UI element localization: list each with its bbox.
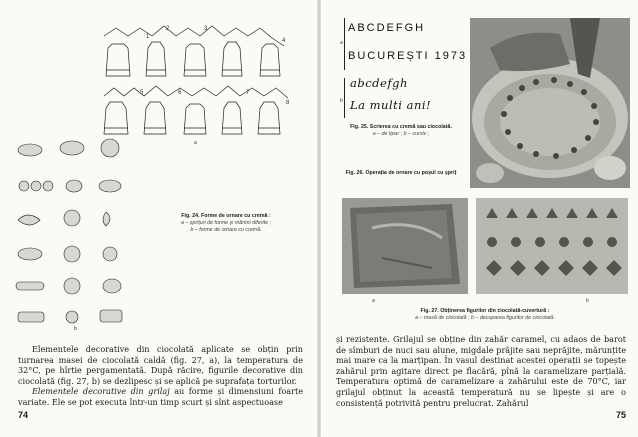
fig24a-nozzle-illustration — [96, 18, 296, 148]
fig24-caption-b: b – forme de ornare cu cremă. — [190, 227, 262, 233]
fig25-caption-sub: a – de tipar ; b – cursiv ; — [372, 131, 430, 137]
fig26-caption — [338, 170, 464, 177]
fig24-num-7: 7 — [246, 90, 250, 96]
fig24b-cream-forms-illustration — [14, 136, 134, 326]
fig26-caption-text: Fig. 26. Operația de ornare cu poșul cu șpriț — [345, 170, 457, 176]
fig27a-label: a — [372, 298, 375, 304]
fig24-num-5: 5 — [140, 90, 144, 96]
cursive-line-1: abcdefgh — [350, 76, 408, 90]
fig24-num-1: 1 — [146, 34, 150, 40]
fig24-caption-a: a – șprițuri de forme și mărimi diferite ; — [180, 220, 272, 226]
fig24b-label: b — [74, 326, 77, 332]
left-body-text — [18, 344, 303, 408]
fig24a-label: a — [194, 140, 197, 146]
bracket-a — [344, 18, 345, 70]
fig25-caption-title: Fig. 25. Scrierea cu cremă sau ciocolată. — [350, 124, 452, 130]
fig26-decorating-photo — [470, 18, 630, 188]
bracket-b — [344, 78, 345, 118]
fig24-num-8: 8 — [286, 100, 290, 106]
fig24-caption — [138, 213, 314, 234]
fig27b-label: b — [586, 298, 589, 304]
right-paragraph-1: și rezistente. Grilajul se obține din zahăr caramel, cu adaos de barot de sîmburi de nuci sau alune, migdale prăjite sau neprăjite, mărunțite mai mare ca la marțipan. În vasul destinat acestei operații se topește zahărul prin agitare direct pe flacără, pînă la caramelizare parțială. Temperatura optimă de caramelizare a zahărului este de 70°C, iar grilajul obținut la această temperatură nu se lipește și are o consistență potrivită pentru prelucrat. Zahărul — [336, 334, 626, 408]
left-paragraph-1: Elementele decorative din ciocolată aplicate se obțin prin turnarea masei de ciocolată caldă (fig. 27, a), la temperatura de 32°C, pe hîrtie pergamentată. După răcire, figurile decorative din ciocolată (fig. 27, b) se dezlipesc și se aplică pe suprafața torturilor. — [18, 344, 303, 386]
fig27b-cutout-figures-photo — [476, 198, 628, 294]
left-page — [0, 0, 318, 437]
fig27-caption — [340, 308, 630, 322]
fig24-num-3: 3 — [204, 26, 208, 32]
fig24-num-2: 2 — [166, 26, 170, 32]
left-paragraph-2-rest: au forme și dimensiuni foarte variate. Ele se pot executa într-un timp scurt și sînt aspectuoase — [18, 386, 303, 407]
cursive-line-2: La multi ani! — [350, 98, 432, 112]
fig24-num-6: 6 — [178, 90, 182, 96]
fig27a-chocolate-mass-photo — [342, 198, 468, 294]
fig25-a-label: a — [340, 40, 343, 46]
right-page — [320, 0, 638, 437]
print-line-2: BUCUREȘTI 1973 — [348, 50, 468, 62]
fig25-caption — [338, 124, 464, 138]
print-line-1: ABCDEFGH — [348, 22, 426, 34]
page-number-right: 75 — [616, 410, 627, 420]
fig27-caption-sub: a – masă de ciocolată ; b – decuparea figurilor de ciocolată. — [415, 315, 555, 321]
fig27-caption-title: Fig. 27. Obținerea figurilor din ciocolată-cuvertură : — [420, 308, 550, 314]
fig24-caption-title: Fig. 24. Forme de ornare cu cremă : — [181, 213, 271, 219]
fig25-b-label: b — [340, 98, 343, 104]
page-number-left: 74 — [18, 410, 29, 420]
fig24-num-4: 4 — [282, 38, 286, 44]
left-paragraph-2-italic: Elementele decorative din grilaj — [32, 386, 170, 397]
right-body-text — [336, 334, 626, 408]
